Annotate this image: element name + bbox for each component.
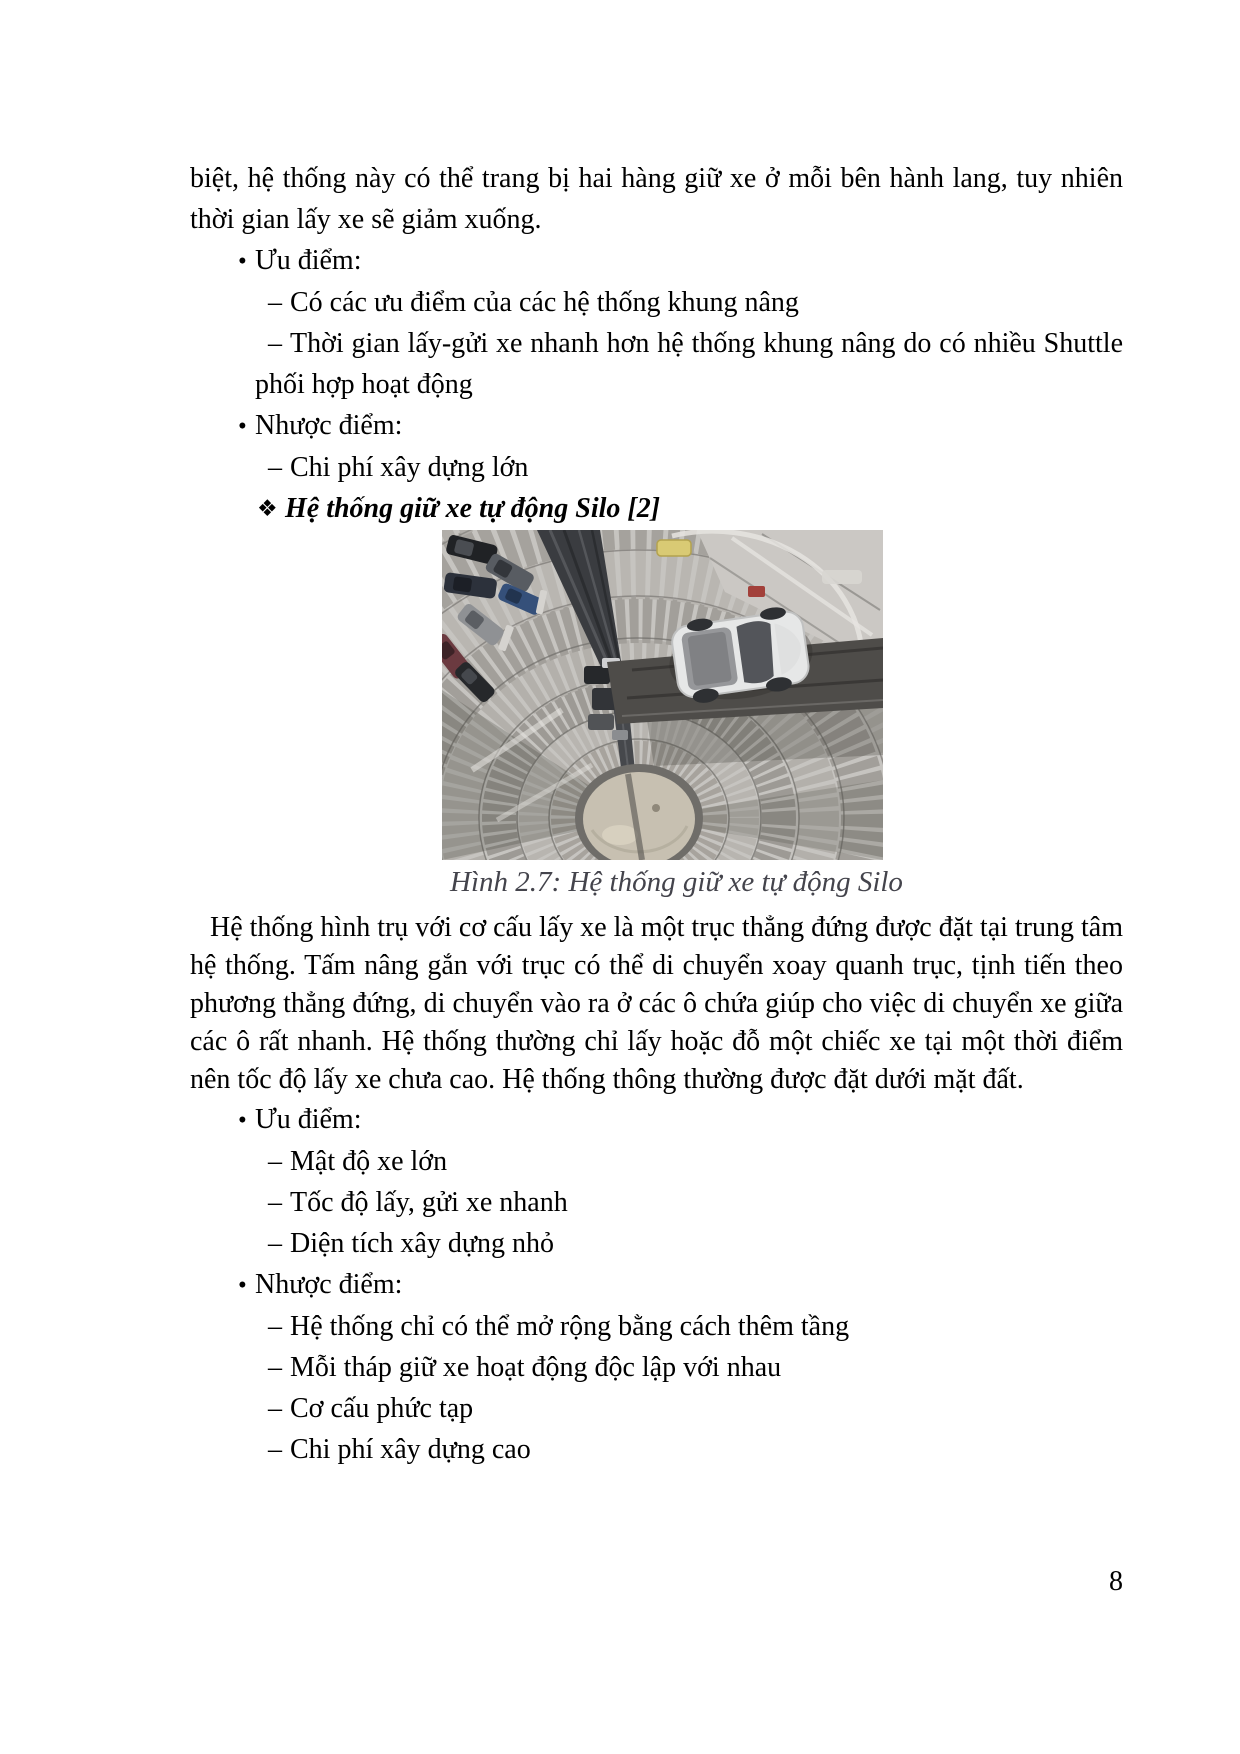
dash-icon: – — [268, 328, 282, 359]
dash-icon: – — [268, 452, 282, 483]
list-item-label: Diện tích xây dựng nhỏ — [290, 1228, 555, 1259]
list-item-label: Ưu điểm: — [255, 1104, 362, 1135]
silo-parking-photo — [442, 530, 883, 860]
dash-icon: – — [268, 1434, 282, 1465]
figure — [442, 530, 883, 860]
list-item-label: Thời gian lấy-gửi xe nhanh hơn hệ thống khung nâng do có nhiều Shuttle phối hợp hoạt động — [255, 328, 1123, 400]
list-item-label: Nhược điểm: — [255, 1269, 403, 1300]
list-item-label: Có các ưu điểm của các hệ thống khung nâng — [290, 287, 799, 318]
page-number: 8 — [1109, 1566, 1123, 1597]
list-item — [190, 447, 1123, 488]
list-item-label: Ưu điểm: — [255, 245, 362, 276]
list-item — [190, 1347, 1123, 1388]
section-heading-label: Hệ thống giữ xe tự động Silo [2] — [285, 493, 661, 524]
list-item — [190, 240, 1123, 282]
list-item — [190, 405, 1123, 447]
dash-icon: – — [268, 1187, 282, 1218]
list-item-label: Mật độ xe lớn — [290, 1146, 448, 1177]
list-item-label: Chi phí xây dựng lớn — [290, 452, 529, 483]
intro-paragraph: biệt, hệ thống này có thể trang bị hai hàng giữ xe ở mỗi bên hành lang, tuy nhiên thời gian lấy xe sẽ giảm xuống. — [190, 163, 1123, 235]
list-item — [190, 1388, 1123, 1429]
dash-icon: – — [268, 1393, 282, 1424]
list-item — [190, 1429, 1123, 1470]
bullet-icon: • — [238, 413, 247, 440]
bullet-icon: • — [238, 1107, 247, 1134]
dash-icon: – — [268, 1146, 282, 1177]
list-item — [190, 1141, 1123, 1182]
list-item-label: Chi phí xây dựng cao — [290, 1434, 531, 1465]
dash-icon: – — [268, 1311, 282, 1342]
bullet-icon: • — [238, 248, 247, 275]
list-item — [190, 282, 1123, 323]
list-item — [190, 1099, 1123, 1141]
list-item — [190, 1223, 1123, 1264]
list-item-label: Hệ thống chỉ có thể mở rộng bằng cách thêm tầng — [290, 1311, 850, 1342]
list-item-label: Tốc độ lấy, gửi xe nhanh — [290, 1187, 568, 1218]
list-item — [190, 1182, 1123, 1223]
page-content — [190, 158, 1123, 1470]
list-item — [190, 1264, 1123, 1306]
list-item-label: Mỗi tháp giữ xe hoạt động độc lập với nhau — [290, 1352, 782, 1383]
dash-icon: – — [268, 1352, 282, 1383]
dash-icon: – — [268, 1228, 282, 1259]
dash-icon: – — [268, 287, 282, 318]
list-item-label: Nhược điểm: — [255, 410, 403, 441]
figure-caption: Hình 2.7: Hệ thống giữ xe tự động Silo — [450, 866, 903, 898]
list-item — [190, 1306, 1123, 1347]
section-heading — [190, 488, 1123, 530]
list-item-label: Cơ cấu phức tạp — [290, 1393, 474, 1424]
bullet-icon: • — [238, 1272, 247, 1299]
diamond-bullet-icon: ❖ — [257, 496, 278, 522]
body-paragraph: Hệ thống hình trụ với cơ cấu lấy xe là một trục thẳng đứng được đặt tại trung tâm hệ thống. Tấm nâng gắn với trục có thể di chuyển xoay quanh trục, tịnh tiến theo phương thẳng đứng, di chuyển vào ra ở các ô chứa giúp cho việc di chuyển xe giữa các ô rất nhanh. Hệ thống thường chỉ lấy hoặc đỗ một chiếc xe tại một thời điểm nên tốc độ lấy xe chưa cao. Hệ thống thông thường được đặt dưới mặt đất. — [190, 912, 1123, 1095]
list-item — [190, 323, 1123, 405]
